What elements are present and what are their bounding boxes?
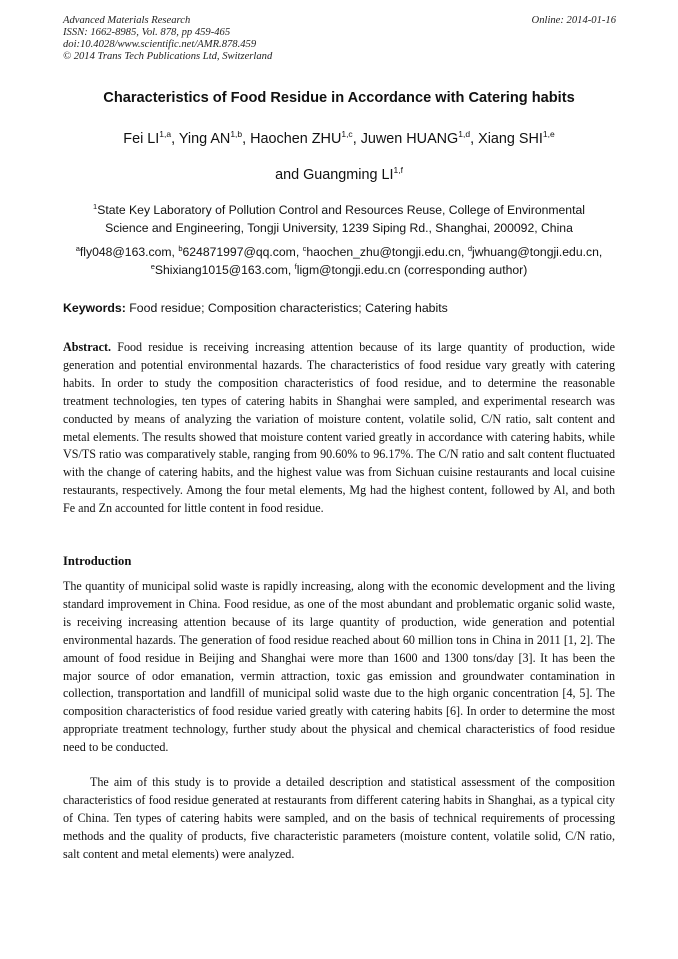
email-address[interactable]: 624871997@qq.com, xyxy=(182,245,303,259)
affiliation-sup: 1 xyxy=(93,202,98,211)
intro-paragraph: The quantity of municipal solid waste is rapidly increasing, along with the economic development and the living standard improvement in China. Food residue, as one of the most abundant and problematic organic solid waste, is receiving increasing attention because of its large quantity of production, wide generation and potential environmental hazards. The generation of food residue reached about 60 million tons in China in 2011 [1, 2]. The amount of food residue in Beijing and Shanghai were more than 1600 and 1300 tons/day [3]. It has been the major source of odor emanation, vermin attraction, toxic gas emission and groundwater contamination in collection, transportation and landfill of municipal solid waste due to the high organic concentration [4, 5]. The composition characteristics of food residue varied greatly with catering habits [6]. In order to determine the most appropriate treatment technology, further study about the physical and chemical characteristics of food residue need to be conducted. xyxy=(63,579,615,755)
section-heading-introduction: Introduction xyxy=(63,554,132,568)
email-address[interactable]: Shixiang1015@163.com, xyxy=(154,263,295,277)
affiliation xyxy=(40,201,638,237)
author-list xyxy=(40,131,638,147)
email-sup: e xyxy=(150,262,155,271)
email-line xyxy=(40,243,638,261)
author-name: Fei LI xyxy=(123,131,160,147)
author-list-continued xyxy=(40,167,638,183)
author-name: Haochen ZHU xyxy=(250,131,342,147)
email-line xyxy=(40,261,638,279)
affiliation-line: $^1$State Key Laboratory of Pollution Control and Resources Reuse, College of Environmental xyxy=(93,202,585,217)
author-name: Xiang SHI xyxy=(478,131,543,147)
keywords-label: Keywords: xyxy=(63,301,126,315)
email-address[interactable]: ligm@tongji.edu.cn (corresponding author) xyxy=(296,263,528,277)
email-sup: d xyxy=(467,244,472,253)
author-separator: , xyxy=(470,131,479,147)
author-sup: 1,d xyxy=(458,129,471,139)
abstract xyxy=(63,339,615,518)
journal-name: Advanced Materials Research xyxy=(63,15,191,26)
journal-header xyxy=(63,15,272,63)
keywords-text: Food residue; Composition characteristics; Catering habits xyxy=(125,301,448,315)
author-sup: 1,b xyxy=(230,129,243,139)
email-address[interactable]: jwhuang@tongji.edu.cn, xyxy=(471,245,603,259)
author-sup: 1,f xyxy=(393,165,403,175)
keywords xyxy=(63,301,448,315)
journal-issn: ISSN: 1662-8985, Vol. 878, pp 459-465 xyxy=(63,27,231,38)
author-and: and xyxy=(275,167,304,183)
intro-paragraph: The aim of this study is to provide a detailed description and statistical assessment of the composition characteristics of food residue generated at restaurants from different catering habits in Shanghai, as a typical city of China. Ten types of catering habits were sampled, and on the basis of technical requirements of processing methods and the quality of products, five characteristic parameters (moisture content, volatile solid, C/N ratio, salt content and metal elements) were analyzed. xyxy=(63,775,615,861)
affiliation-line: Science and Engineering, Tongji University, 1239 Siping Rd., Shanghai, 200092, China xyxy=(105,221,573,235)
author-sup: 1,c xyxy=(341,129,353,139)
author-separator: , xyxy=(171,131,179,147)
author-name: Juwen HUANG xyxy=(360,131,459,147)
email-address[interactable]: fly048@163.com, xyxy=(79,245,179,259)
author-separator: , xyxy=(242,131,251,147)
journal-copyright: © 2014 Trans Tech Publications Ltd, Switzerland xyxy=(63,51,273,62)
email-sup: a xyxy=(75,244,80,253)
abstract-label: Abstract. xyxy=(63,340,112,354)
email-sup: c xyxy=(302,244,307,253)
author-emails xyxy=(40,243,638,279)
author-separator: , xyxy=(352,131,361,147)
author-name: Ying AN xyxy=(178,131,231,147)
author-sup: 1,e xyxy=(542,129,555,139)
author-sup: 1,a xyxy=(159,129,172,139)
author-name: Guangming LI xyxy=(303,167,394,183)
email-sup: f xyxy=(294,262,297,271)
email-sup: b xyxy=(178,244,183,253)
abstract-text: Food residue is receiving increasing attention because of its large quantity of production, wide generation and potential environmental hazards. The characteristics of food residue vary greatly with catering habits. In order to study the composition characteristics of food residue, and to determine the reasonable treatment technologies, ten types of catering habits in Shanghai were sampled, and experimental research was conducted by means of analyzing the variation of moisture content, volatile solid, C/N ratio, salt content and metal elements. The results showed that moisture content varied greatly in accordance with catering habits, while VS/TS ratio was comparatively stable, ranging from 90.60% to 96.17%. The C/N ratio and salt content fluctuated with the change of catering habits, and the highest value was from Sichuan cuisine restaurants and local cuisine restaurants, respectively. Among the four metal elements, Mg had the highest content, followed by Al, and both Fe and Zn accounted for little content in food residue. xyxy=(63,340,615,516)
journal-doi[interactable]: doi:10.4028/www.scientific.net/AMR.878.459 xyxy=(63,39,257,50)
paper-title: Characteristics of Food Residue in Accordance with Catering habits xyxy=(103,90,575,106)
online-date: Online: 2014-01-16 xyxy=(531,15,616,26)
email-address[interactable]: haochen_zhu@tongji.edu.cn, xyxy=(306,245,468,259)
